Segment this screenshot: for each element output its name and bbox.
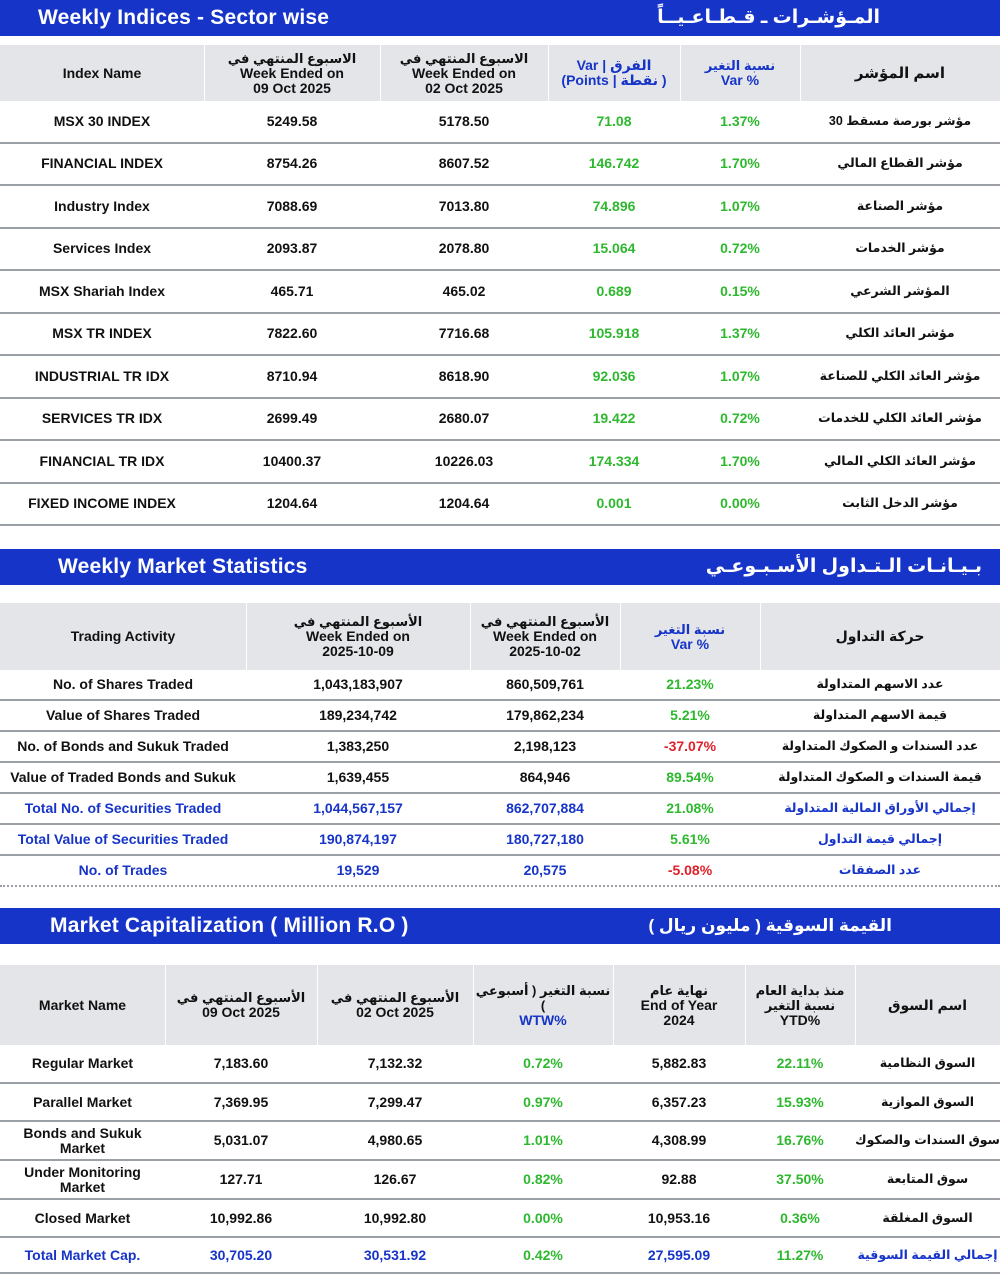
table-row [0, 701, 1000, 732]
cap-cell-ar: السوق النظامية [879, 1056, 976, 1070]
cap-cell-ar: إجمالي القيمة السوقية [857, 1247, 998, 1262]
cap-cell-ytd: 16.76% [776, 1132, 824, 1148]
stats-cell-ar: إجمالي الأوراق المالية المتداولة [784, 801, 976, 815]
indices-cell-cur: 5249.58 [266, 112, 318, 129]
indices-cell-cur: 10400.37 [262, 452, 322, 469]
stats-cell-prev: 860,509,761 [506, 676, 584, 692]
indices-header-previous: الاسبوع المنتهي في Week Ended on 02 Oct 2025 [399, 50, 529, 96]
cap-cell-en: Total Market Cap. [24, 1246, 141, 1263]
stats-cell-pct: -37.07% [663, 738, 717, 754]
indices-cell-en: SERVICES TR IDX [41, 410, 163, 427]
cap-header-eoy: نهاية عام End of Year 2024 [640, 982, 718, 1028]
cap-cell-cur: 5,031.07 [213, 1132, 269, 1148]
stats-header-previous: الأسبوع المنتهي في Week Ended on 2025-10-02 [480, 614, 610, 659]
cap-header-name-ar: اسم السوق [887, 996, 968, 1013]
indices-cell-ar: مؤشر العائد الكلي المالي [823, 453, 977, 468]
indices-cell-en: MSX Shariah Index [38, 282, 166, 299]
table-row [0, 399, 1000, 442]
cap-cell-ar: سوق السندات والصكوك [855, 1133, 1000, 1147]
table-row [0, 314, 1000, 357]
table-row [0, 186, 1000, 229]
stats-header-current: الأسبوع المنتهي في Week Ended on 2025-10-09 [293, 614, 423, 659]
indices-cell-ar: مؤشر العائد الكلي [845, 326, 955, 341]
indices-cell-pct: 1.07% [720, 197, 760, 214]
table-row [0, 484, 1000, 527]
table-row [0, 670, 1000, 701]
cap-cell-wtw: 0.72% [523, 1055, 563, 1071]
cap-header-name-en: Market Name [38, 996, 127, 1013]
stats-cell-prev: 2,198,123 [513, 738, 577, 754]
stats-cell-pct: 89.54% [666, 769, 714, 785]
stats-cell-ar: عدد الاسهم المتداولة [816, 677, 944, 691]
indices-banner [0, 0, 1000, 36]
indices-cell-prev: 8618.90 [438, 367, 490, 384]
indices-header-name-en: Index Name [62, 64, 142, 81]
stats-cell-ar: عدد السندات و الصكوك المتداولة [781, 739, 979, 753]
indices-cell-var: 174.334 [588, 452, 640, 469]
indices-cell-var: 0.001 [596, 495, 632, 512]
table-row [0, 1122, 1000, 1161]
stats-cell-cur: 1,043,183,907 [313, 676, 403, 692]
cap-cell-prev: 10,992.80 [363, 1209, 427, 1226]
indices-cell-en: MSX 30 INDEX [53, 112, 151, 129]
stats-cell-ar: عدد الصفقات [838, 863, 922, 877]
indices-cell-cur: 2699.49 [266, 410, 318, 427]
table-row [0, 271, 1000, 314]
stats-title-ar: بـيـانـات الـتـداول الأسـبـوعـي [705, 556, 982, 577]
table-row [0, 825, 1000, 856]
indices-header [0, 45, 1000, 101]
stats-header-name-ar: حركة التداول [835, 628, 925, 644]
cap-banner [0, 908, 1000, 944]
cap-cell-cur: 10,992.86 [209, 1209, 273, 1226]
indices-cell-en: FINANCIAL TR IDX [39, 452, 165, 469]
table-row [0, 229, 1000, 272]
indices-cell-var: 92.036 [592, 367, 636, 384]
indices-cell-var: 105.918 [588, 325, 640, 342]
cap-cell-en: Regular Market [31, 1055, 134, 1071]
indices-cell-prev: 8607.52 [438, 155, 490, 172]
indices-cell-pct: 0.00% [720, 495, 760, 512]
indices-cell-ar: مؤشر القطاع المالي [837, 156, 963, 171]
cap-cell-prev: 7,132.32 [367, 1055, 423, 1071]
table-row [0, 101, 1000, 144]
stats-cell-prev: 864,946 [519, 769, 571, 785]
indices-title-ar: المـؤشـرات ـ قـطـاعـيــاً [657, 7, 880, 28]
stats-cell-en: No. of Trades [78, 862, 168, 878]
cap-cell-ar: سوق المتابعة [886, 1172, 969, 1186]
stats-cell-prev: 179,862,234 [506, 707, 584, 723]
stats-cell-cur: 1,639,455 [326, 769, 390, 785]
stats-cell-en: Value of Traded Bonds and Sukuk [10, 769, 236, 785]
indices-cell-cur: 465.71 [270, 282, 314, 299]
cap-cell-en: Closed Market [34, 1209, 131, 1226]
stats-cell-pct: 21.23% [666, 676, 714, 692]
indices-cell-prev: 10226.03 [434, 452, 494, 469]
stats-cell-en: Total No. of Securities Traded [24, 800, 222, 816]
stats-cell-en: Total Value of Securities Traded [17, 831, 229, 847]
table-row [0, 144, 1000, 187]
cap-header-wtw: نسبة التغير ( أسبوعي ) WTW% [475, 982, 611, 1028]
table-row [0, 794, 1000, 825]
cap-cell-cur: 7,183.60 [213, 1055, 269, 1071]
cap-cell-prev: 126.67 [373, 1171, 417, 1187]
indices-cell-en: FIXED INCOME INDEX [28, 495, 176, 512]
indices-cell-en: Industry Index [54, 197, 150, 214]
table-row [0, 1161, 1000, 1200]
cap-cell-cur: 127.71 [219, 1171, 263, 1187]
indices-header-current: الاسبوع المنتهي في Week Ended on 09 Oct 2025 [227, 50, 357, 96]
stats-cell-pct: 5.61% [670, 831, 710, 847]
cap-cell-ar: السوق الموازية [880, 1094, 975, 1109]
indices-cell-ar: مؤشر العائد الكلي للخدمات [818, 411, 982, 426]
table-row [0, 441, 1000, 484]
cap-cell-ytd: 37.50% [776, 1171, 824, 1187]
cap-cell-ytd: 11.27% [776, 1246, 824, 1263]
table-row [0, 356, 1000, 399]
indices-cell-prev: 2078.80 [438, 240, 490, 257]
indices-cell-en: MSX TR INDEX [52, 325, 152, 342]
indices-cell-cur: 7088.69 [266, 197, 318, 214]
cap-cell-cur: 30,705.20 [209, 1246, 273, 1263]
indices-cell-ar: مؤشر الدخل الثابت [842, 496, 958, 511]
cap-header [0, 965, 1000, 1045]
indices-cell-pct: 0.72% [720, 240, 760, 257]
indices-cell-pct: 1.07% [720, 367, 760, 384]
indices-cell-ar: المؤشر الشرعي [850, 283, 950, 298]
indices-cell-cur: 8754.26 [266, 155, 318, 172]
cap-cell-en: Bonds and Sukuk Market [23, 1124, 142, 1156]
cap-cell-wtw: 0.97% [523, 1093, 563, 1110]
cap-title-en: Market Capitalization ( Million R.O ) [50, 914, 409, 937]
table-row [0, 1200, 1000, 1238]
indices-cell-var: 71.08 [596, 112, 632, 129]
stats-cell-prev: 20,575 [523, 862, 567, 878]
stats-header-var-pct: نسبة التغير Var % [654, 621, 726, 652]
indices-cell-pct: 1.70% [720, 452, 760, 469]
stats-cell-en: No. of Bonds and Sukuk Traded [17, 738, 229, 754]
indices-cell-var: 15.064 [592, 240, 636, 257]
table-row [0, 856, 1000, 887]
indices-cell-pct: 0.15% [720, 282, 760, 299]
indices-cell-ar: مؤشر الصناعة [856, 198, 944, 213]
stats-cell-pct: -5.08% [667, 862, 713, 878]
stats-header-name-en: Trading Activity [70, 628, 176, 644]
cap-cell-eoy: 27,595.09 [647, 1246, 711, 1263]
stats-cell-en: No. of Shares Traded [52, 676, 194, 692]
cap-cell-prev: 7,299.47 [367, 1093, 423, 1110]
indices-cell-var: 19.422 [592, 410, 636, 427]
cap-cell-wtw: 0.00% [523, 1209, 563, 1226]
indices-cell-pct: 0.72% [720, 410, 760, 427]
indices-cell-ar: مؤشر بورصة مسقط 30 [828, 113, 972, 128]
indices-cell-cur: 2093.87 [266, 240, 318, 257]
indices-cell-var: 74.896 [592, 197, 636, 214]
indices-cell-var: 146.742 [588, 155, 640, 172]
table-row [0, 763, 1000, 794]
cap-cell-ytd: 0.36% [780, 1209, 820, 1226]
table-row [0, 1045, 1000, 1084]
cap-cell-eoy: 4,308.99 [651, 1132, 707, 1148]
cap-cell-prev: 4,980.65 [367, 1132, 423, 1148]
cap-cell-wtw: 0.82% [523, 1171, 563, 1187]
cap-cell-en: Parallel Market [33, 1093, 132, 1110]
stats-cell-pct: 5.21% [670, 707, 710, 723]
indices-cell-prev: 7013.80 [438, 197, 490, 214]
stats-cell-prev: 180,727,180 [506, 831, 584, 847]
stats-cell-cur: 189,234,742 [319, 707, 397, 723]
indices-cell-en: Services Index [52, 240, 152, 257]
stats-banner [0, 549, 1000, 585]
stats-title-en: Weekly Market Statistics [58, 555, 308, 578]
stats-cell-cur: 1,044,567,157 [313, 800, 403, 816]
stats-cell-ar: قيمة الاسهم المتداولة [812, 708, 948, 722]
cap-header-previous: الأسبوع المنتهي في 02 Oct 2025 [330, 990, 460, 1020]
indices-title-en: Weekly Indices - Sector wise [38, 6, 330, 29]
cap-title-ar: القيمة السوقية ( مليون ريال ) [648, 916, 892, 935]
stats-cell-ar: قيمة السندات و الصكوك المتداولة [778, 770, 982, 784]
indices-cell-ar: مؤشر العائد الكلي للصناعة [819, 368, 981, 383]
cap-header-current: الأسبوع المنتهي في 09 Oct 2025 [176, 990, 306, 1020]
cap-cell-en: Under Monitoring Market [24, 1163, 141, 1195]
indices-cell-prev: 2680.07 [438, 410, 490, 427]
indices-header-var-points: Var | الفرق (Points | نقطة ) [561, 57, 667, 88]
table-row [0, 1084, 1000, 1122]
cap-cell-prev: 30,531.92 [363, 1246, 427, 1263]
stats-cell-cur: 19,529 [336, 862, 380, 878]
table-row [0, 1238, 1000, 1274]
cap-cell-wtw: 0.42% [523, 1246, 563, 1263]
indices-cell-cur: 8710.94 [266, 367, 318, 384]
cap-header-ytd: منذ بداية العام نسبة التغير YTD% [755, 982, 845, 1028]
stats-cell-prev: 862,707,884 [506, 800, 584, 816]
indices-cell-cur: 7822.60 [266, 325, 318, 342]
stats-cell-ar: إجمالي قيمة التداول [817, 832, 943, 846]
indices-cell-pct: 1.37% [720, 325, 760, 342]
cap-cell-eoy: 10,953.16 [647, 1209, 711, 1226]
indices-cell-var: 0.689 [596, 282, 632, 299]
stats-header [0, 603, 1000, 670]
cap-cell-eoy: 6,357.23 [651, 1093, 707, 1110]
indices-cell-prev: 7716.68 [438, 325, 490, 342]
indices-cell-prev: 1204.64 [438, 495, 490, 512]
cap-cell-ytd: 15.93% [776, 1093, 824, 1110]
cap-cell-wtw: 1.01% [523, 1132, 563, 1148]
indices-cell-ar: مؤشر الخدمات [855, 241, 945, 256]
stats-cell-cur: 1,383,250 [326, 738, 390, 754]
cap-cell-eoy: 92.88 [661, 1171, 697, 1187]
table-row [0, 732, 1000, 763]
indices-cell-en: INDUSTRIAL TR IDX [34, 367, 170, 384]
indices-cell-cur: 1204.64 [266, 495, 318, 512]
indices-header-var-pct: نسبة التغير Var % [704, 58, 776, 88]
indices-cell-prev: 465.02 [442, 282, 486, 299]
indices-cell-prev: 5178.50 [438, 112, 490, 129]
stats-cell-en: Value of Shares Traded [45, 707, 201, 723]
indices-cell-pct: 1.37% [720, 112, 760, 129]
stats-cell-pct: 21.08% [666, 800, 714, 816]
indices-cell-pct: 1.70% [720, 155, 760, 172]
stats-cell-cur: 190,874,197 [319, 831, 397, 847]
indices-cell-en: FINANCIAL INDEX [41, 155, 163, 172]
cap-cell-cur: 7,369.95 [213, 1093, 269, 1110]
indices-header-name-ar: اسم المؤشر [854, 64, 946, 82]
cap-cell-eoy: 5,882.83 [651, 1055, 707, 1071]
cap-cell-ar: السوق المغلقة [882, 1210, 973, 1225]
cap-cell-ytd: 22.11% [776, 1055, 824, 1071]
